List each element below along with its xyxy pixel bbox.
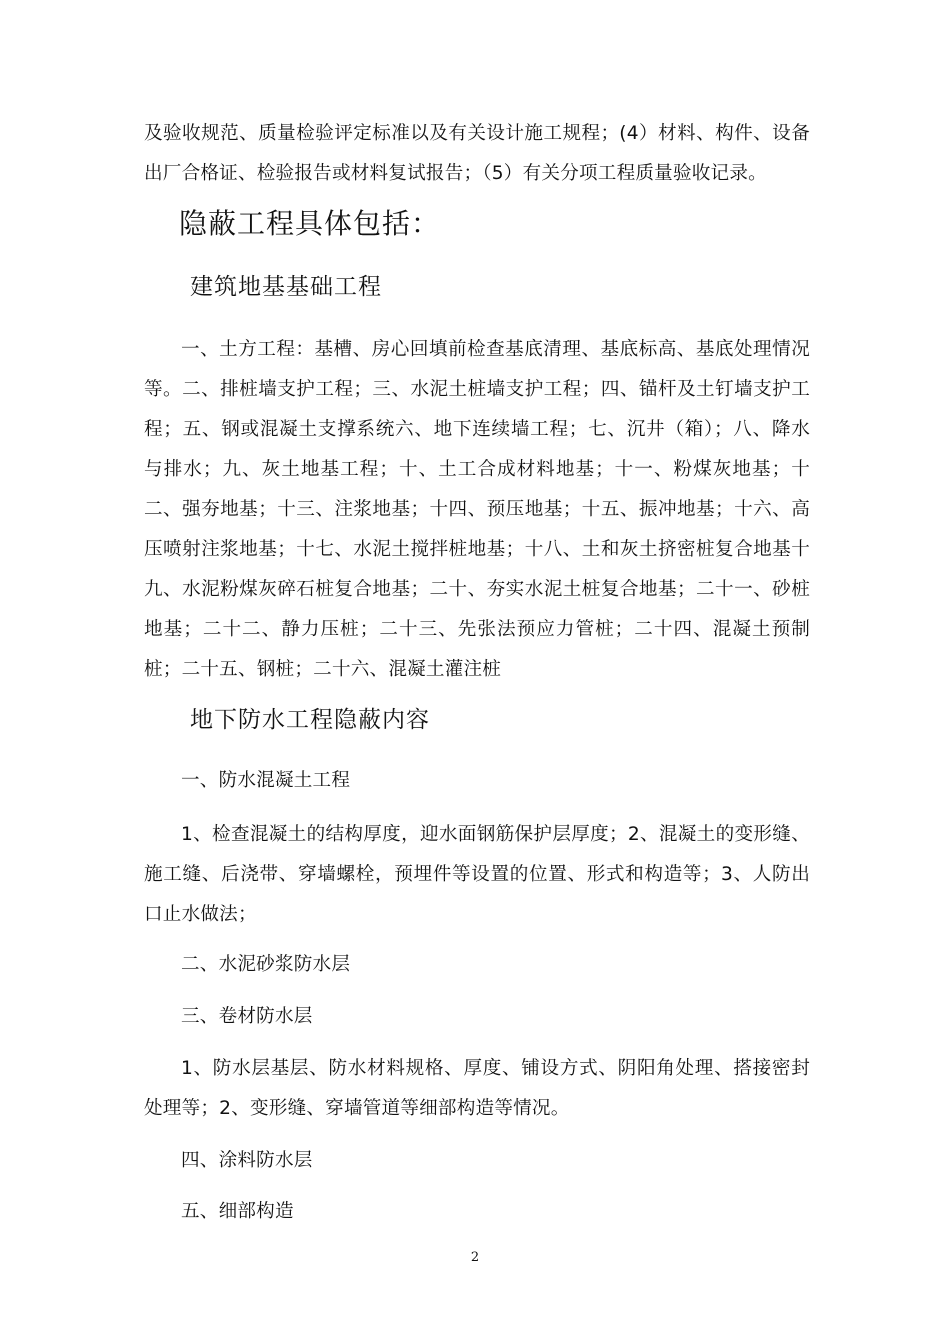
foundation-paragraph: 一、土方工程：基槽、房心回填前检查基底清理、基底标高、基底处理情况等。二、排桩墙支护工程；三、水泥土桩墙支护工程；四、锚杆及土钉墙支护工程；五、钢或混凝土支撑系统六、地下连续墙工程；七、沉井（箱）；八、降水与排水；九、灰土地基工程；十、土工合成材料地基；十一、粉煤灰地基；十二、强夯地基；十三、注浆地基；十四、预压地基；十五、振冲地基；十六、高压喷射注浆地基；十七、水泥土搅拌桩地基；十八、土和灰土挤密桩复合地基十九、水泥粉煤灰碎石桩复合地基；二十、夯实水泥土桩复合地基；二十一、砂桩地基；二十二、静力压桩；二十三、先张法预应力管桩；二十四、混凝土预制桩；二十五、钢桩；二十六、混凝土灌注桩 (144, 339, 810, 680)
waterproof-item-2: 二、水泥砂浆防水层 (181, 954, 351, 975)
waterproof-item-3-detail: 1、防水层基层、防水材料规格、厚度、铺设方式、阴阳角处理、搭接密封处理等；2、变形缝、穿墙管道等细部构造等情况。 (144, 1058, 810, 1119)
foundation-heading: 建筑地基基础工程 (190, 274, 382, 300)
waterproof-heading: 地下防水工程隐蔽内容 (190, 707, 430, 733)
waterproof-item-5: 五、细部构造 (181, 1201, 294, 1222)
page-number: 2 (470, 1250, 480, 1265)
waterproof-item-3: 三、卷材防水层 (181, 1006, 313, 1027)
waterproof-item-4: 四、涂料防水层 (181, 1150, 313, 1171)
waterproof-item-1-detail: 1、检查混凝土的结构厚度，迎水面钢筋保护层厚度；2、混凝土的变形缝、施工缝、后浇带、穿墙螺栓，预埋件等设置的位置、形式和构造等；3、人防出口止水做法； (144, 824, 810, 925)
main-heading: 隐蔽工程具体包括： (179, 207, 441, 240)
intro-paragraph: 及验收规范、质量检验评定标准以及有关设计施工规程；(4）材料、构件、设备出厂合格证、检验报告或材料复试报告；（5）有关分项工程质量验收记录。 (144, 123, 810, 184)
waterproof-item-1: 一、防水混凝土工程 (181, 770, 351, 791)
